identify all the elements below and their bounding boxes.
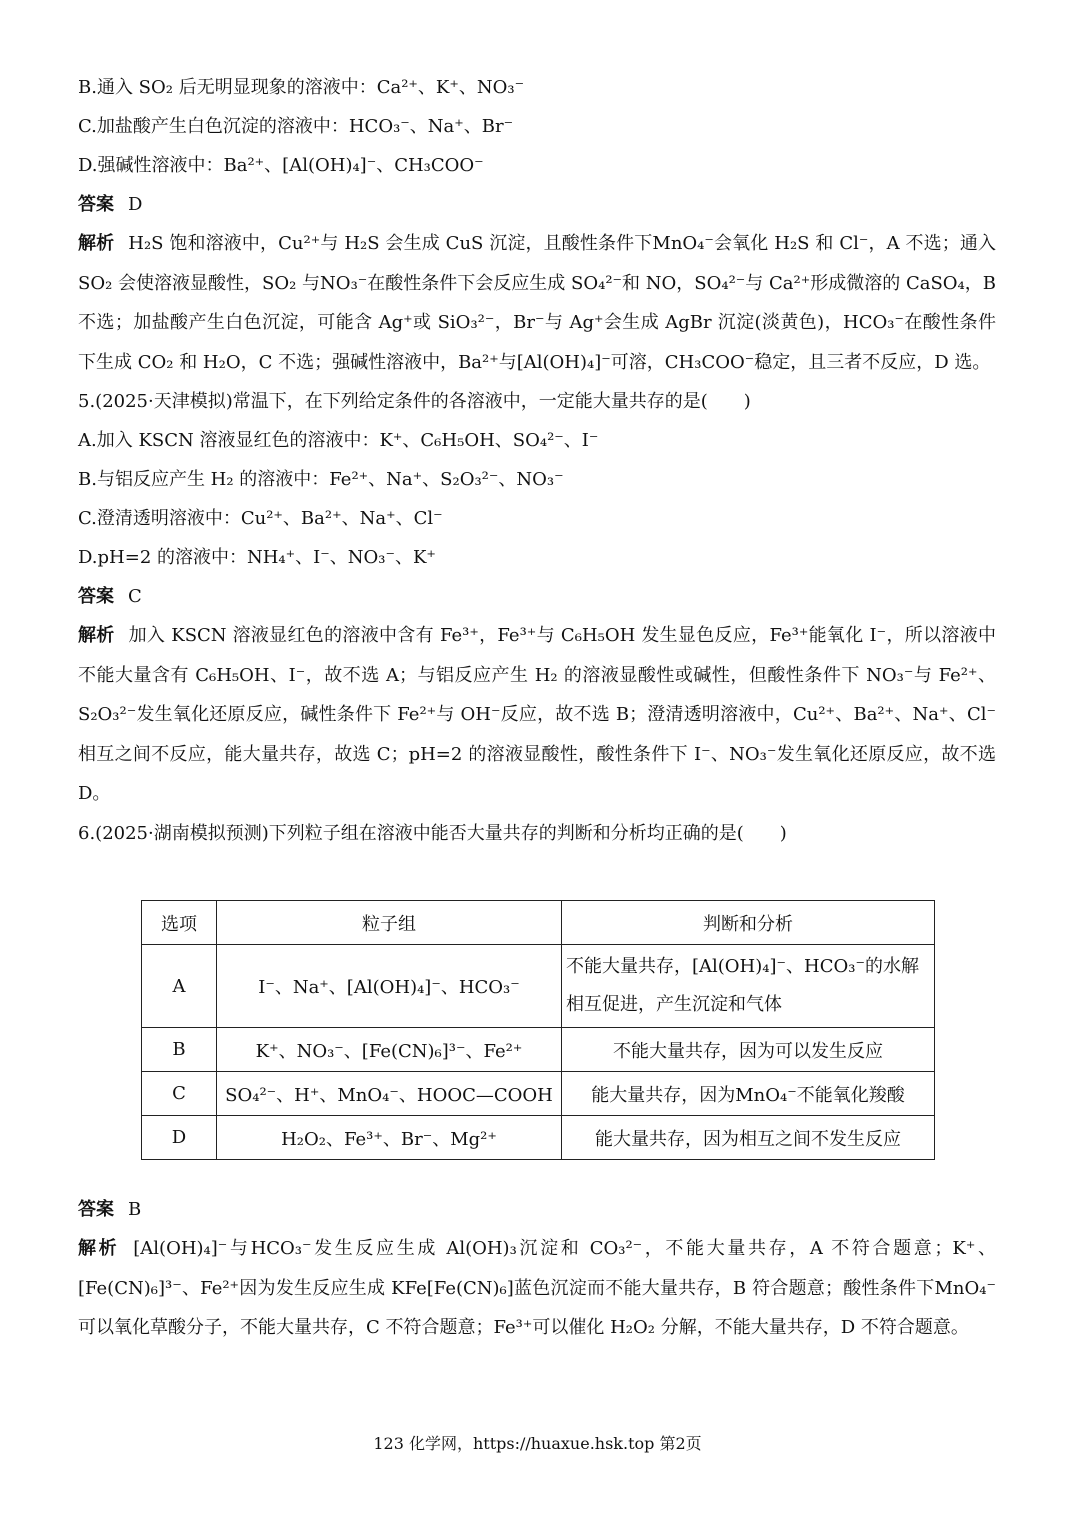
q5-option-a: A.加入 KSCN 溶液显红色的溶液中：K⁺、C₆H₅OH、SO₄²⁻、I⁻ — [78, 430, 599, 451]
table-row — [142, 1072, 935, 1116]
q4-option-b: B.通入 SO₂ 后无明显现象的溶液中：Ca²⁺、K⁺、NO₃⁻ — [78, 77, 525, 98]
table-header: 粒子组 — [217, 901, 562, 945]
q6-answer — [78, 1190, 996, 1229]
q4-option-c: C.加盐酸产生白色沉淀的溶液中：HCO₃⁻、Na⁺、Br⁻ — [78, 116, 514, 137]
table-cell-option: C — [142, 1072, 217, 1116]
table-cell-ions: I⁻、Na⁺、[Al(OH)₄]⁻、HCO₃⁻ — [217, 945, 562, 1028]
analysis-text: H₂S 饱和溶液中，Cu²⁺与 H₂S 会生成 CuS 沉淀，且酸性条件下MnO₄⁻会氧化 H₂S 和 Cl⁻，A 不选；通入 SO₂ 会使溶液显酸性，SO₂ 与NO₃⁻在酸性条件下会反应生成 SO₄²⁻和 NO，SO₄²⁻与 Ca²⁺形成微溶的 CaSO₄，B 不选；加盐酸产生白色沉淀，可能含 Ag⁺或 SiO₃²⁻，Br⁻与 Ag⁺会生成 AgBr 沉淀(淡黄色)，HCO₃⁻在酸性条件下生成 CO₂ 和 H₂O，C 不选；强碱性溶液中，Ba²⁺与[Al(OH)₄]⁻可溶，CH₃COO⁻稳定，且三者不反应，D 选。 — [78, 233, 997, 373]
analysis-label: 解析 — [78, 233, 115, 254]
answer-label: 答案 — [78, 1199, 114, 1220]
table-header-row — [142, 901, 935, 945]
q5-analysis — [78, 616, 996, 814]
q5-option-b: B.与铝反应产生 H₂ 的溶液中：Fe²⁺、Na⁺、S₂O₃²⁻、NO₃⁻ — [78, 469, 564, 490]
table-row — [142, 1116, 935, 1160]
analysis-label: 解析 — [78, 625, 115, 646]
analysis-text: [Al(OH)₄]⁻与HCO₃⁻发生反应生成 Al(OH)₃沉淀和 CO₃²⁻，不能大量共存，A 不符合题意；K⁺、[Fe(CN)₆]³⁻、Fe²⁺因为发生反应生成 KFe[Fe(CN)₆]蓝色沉淀而不能大量共存，B 符合题意；酸性条件下MnO₄⁻可以氧化草酸分子，不能大量共存，C 不符合题意；Fe³⁺可以催化 H₂O₂ 分解，不能大量共存，D 不符合题意。 — [78, 1238, 996, 1338]
table-header: 判断和分析 — [562, 901, 935, 945]
table-cell-analysis: 不能大量共存，[Al(OH)₄]⁻、HCO₃⁻的水解相互促进，产生沉淀和气体 — [562, 945, 935, 1028]
q6-table — [141, 900, 935, 1160]
table-header: 选项 — [142, 901, 217, 945]
table-cell-analysis: 不能大量共存，因为可以发生反应 — [562, 1028, 935, 1072]
table-cell-ions: SO₄²⁻、H⁺、MnO₄⁻、HOOC—COOH — [217, 1072, 562, 1116]
q6-analysis — [78, 1229, 996, 1348]
q4-option-d: D.强碱性溶液中：Ba²⁺、[Al(OH)₄]⁻、CH₃COO⁻ — [78, 155, 484, 176]
table-cell-ions: K⁺、NO₃⁻、[Fe(CN)₆]³⁻、Fe²⁺ — [217, 1028, 562, 1072]
analysis-label: 解析 — [78, 1238, 120, 1259]
q5-option-d: D.pH=2 的溶液中：NH₄⁺、I⁻、NO₃⁻、K⁺ — [78, 547, 436, 568]
page-top-content — [78, 68, 996, 853]
q6-answer-section — [78, 1190, 996, 1348]
q6-stem: 6.(2025·湖南模拟预测)下列粒子组在溶液中能否大量共存的判断和分析均正确的是( ) — [78, 822, 787, 844]
q5-option-c: C.澄清透明溶液中：Cu²⁺、Ba²⁺、Na⁺、Cl⁻ — [78, 508, 443, 529]
table-cell-option: D — [142, 1116, 217, 1160]
q4-analysis — [78, 224, 996, 382]
q4-answer — [78, 185, 996, 224]
answer-value: B — [128, 1199, 142, 1220]
page-footer: 123 化学网，https://huaxue.hsk.top 第2页 — [373, 1434, 702, 1453]
q5-stem: 5.(2025·天津模拟)常温下，在下列给定条件的各溶液中，一定能大量共存的是( ) — [78, 391, 751, 412]
table-cell-option: A — [142, 945, 217, 1028]
table-cell-analysis: 能大量共存，因为相互之间不发生反应 — [562, 1116, 935, 1160]
answer-label: 答案 — [78, 586, 114, 607]
table-row — [142, 1028, 935, 1072]
table-cell-analysis: 能大量共存，因为MnO₄⁻不能氧化羧酸 — [562, 1072, 935, 1116]
answer-value: D — [128, 194, 143, 215]
table-cell-ions: H₂O₂、Fe³⁺、Br⁻、Mg²⁺ — [217, 1116, 562, 1160]
answer-value: C — [128, 586, 142, 607]
answer-label: 答案 — [78, 194, 114, 215]
q5-answer — [78, 577, 996, 616]
table-row — [142, 945, 935, 1028]
table-cell-option: B — [142, 1028, 217, 1072]
analysis-text: 加入 KSCN 溶液显红色的溶液中含有 Fe³⁺，Fe³⁺与 C₆H₅OH 发生显色反应，Fe³⁺能氧化 I⁻，所以溶液中不能大量含有 C₆H₅OH、I⁻，故不选 A；与铝反应产生 H₂ 的溶液显酸性或碱性，但酸性条件下 NO₃⁻与 Fe²⁺、S₂O₃²⁻发生氧化还原反应，碱性条件下 Fe²⁺与 OH⁻反应，故不选 B；澄清透明溶液中，Cu²⁺、Ba²⁺、Na⁺、Cl⁻相互之间不反应，能大量共存，故选 C；pH=2 的溶液显酸性，酸性条件下 I⁻、NO₃⁻发生氧化还原反应，故不选 D。 — [78, 625, 996, 804]
